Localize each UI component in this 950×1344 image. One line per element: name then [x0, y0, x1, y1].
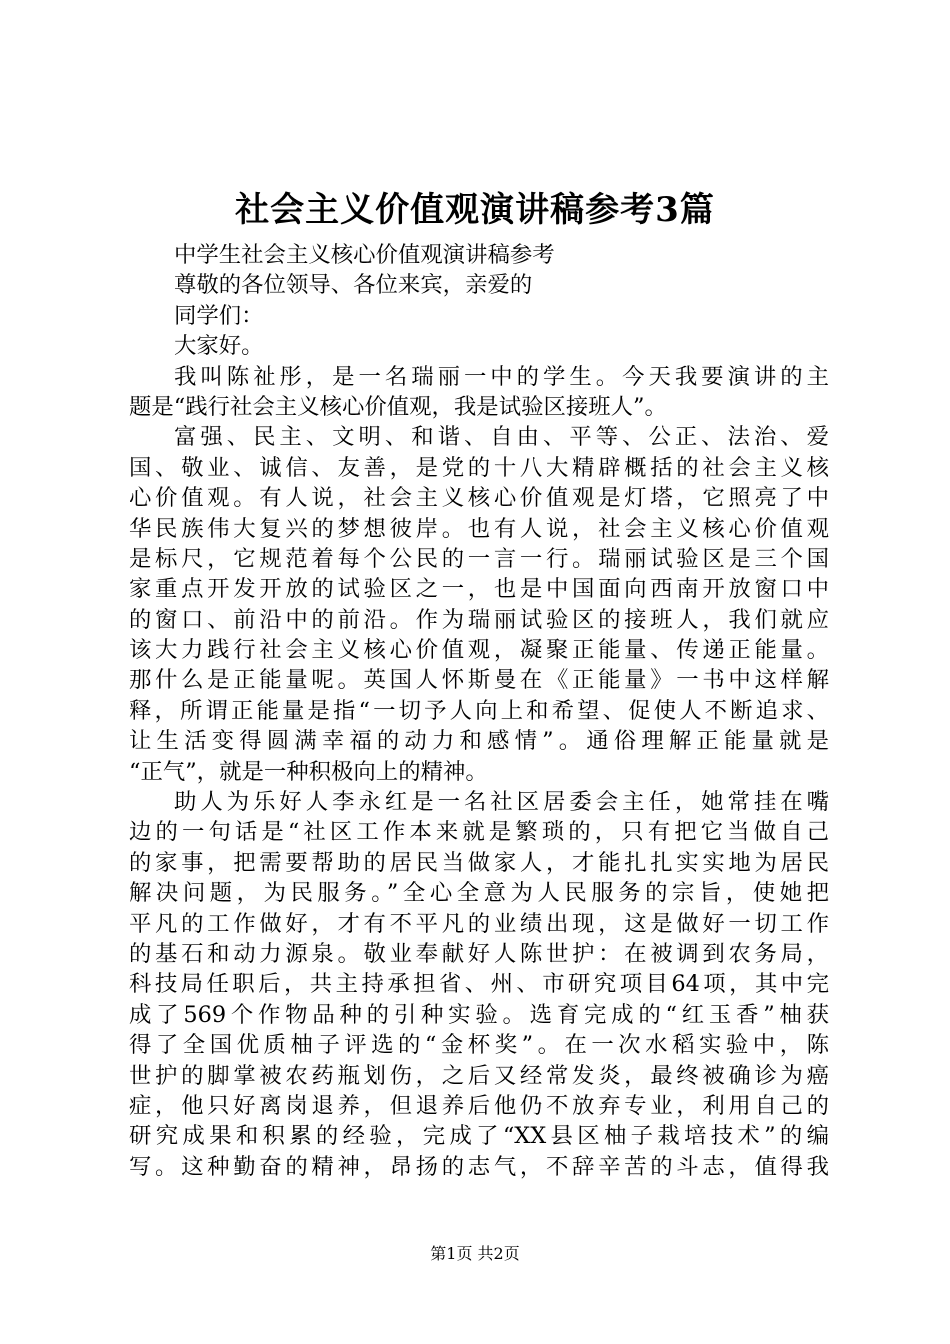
paragraph-line: 科技局任职后，共主持承担省、州、市研究项目64项，其中完	[129, 971, 829, 998]
paragraph-line: 解决问题，为民服务。”全心全意为人民服务的宗旨，使她把	[129, 880, 829, 907]
paragraph-line: 那什么是正能量呢。英国人怀斯曼在《正能量》一书中这样解	[129, 667, 829, 694]
salutation-line: 同学们：	[174, 302, 264, 329]
paragraph-line: “正气”，就是一种积极向上的精神。	[129, 758, 488, 785]
paragraph-line: 让生活变得圆满幸福的动力和感情”。通俗理解正能量就是	[129, 728, 829, 755]
document-title: 社会主义价值观演讲稿参考3篇	[235, 190, 715, 230]
paragraph-line: 的家事，把需要帮助的居民当做家人，才能扎扎实实地为居民	[129, 849, 829, 876]
salutation-line: 尊敬的各位领导、各位来宾，亲爱的	[174, 272, 533, 299]
paragraph-line: 华民族伟大复兴的梦想彼岸。也有人说，社会主义核心价值观	[129, 515, 829, 542]
paragraph-line: 题是“践行社会主义核心价值观，我是试验区接班人”。	[129, 393, 667, 420]
paragraph-line: 得了全国优质柚子评选的“金杯奖”。在一次水稻实验中，陈	[129, 1032, 829, 1059]
paragraph-line: 是标尺，它规范着每个公民的一言一行。瑞丽试验区是三个国	[129, 545, 829, 572]
paragraph-line: 我叫陈祉彤，是一名瑞丽一中的学生。今天我要演讲的主	[174, 363, 829, 390]
paragraph-line: 平凡的工作做好，才有不平凡的业绩出现，这是做好一切工作	[129, 910, 829, 937]
paragraph-line: 的基石和动力源泉。敬业奉献好人陈世护：在被调到农务局，	[129, 940, 829, 967]
greeting-line: 大家好。	[174, 333, 264, 360]
paragraph-line: 释，所谓正能量是指“一切予人向上和希望、促使人不断追求、	[129, 697, 829, 724]
paragraph-line: 研究成果和积累的经验，完成了“XX县区柚子栽培技术”的编	[129, 1123, 829, 1150]
subtitle-line: 中学生社会主义核心价值观演讲稿参考	[174, 242, 555, 268]
paragraph-line: 国、敬业、诚信、友善，是党的十八大精辟概括的社会主义核	[129, 454, 829, 481]
paragraph-line: 写。这种勤奋的精神，昂扬的志气，不辞辛苦的斗志，值得我	[129, 1153, 829, 1180]
paragraph-line: 症，他只好离岗退养，但退养后他仍不放弃专业，利用自己的	[129, 1092, 829, 1119]
paragraph-line: 家重点开发开放的试验区之一，也是中国面向西南开放窗口中	[129, 576, 829, 603]
paragraph-line: 助人为乐好人李永红是一名社区居委会主任，她常挂在嘴	[174, 789, 829, 816]
paragraph-line: 世护的脚掌被农药瓶划伤，之后又经常发炎，最终被确诊为癌	[129, 1062, 829, 1089]
paragraph-line: 该大力践行社会主义核心价值观，凝聚正能量、传递正能量。	[129, 637, 829, 664]
paragraph-line: 的窗口、前沿中的前沿。作为瑞丽试验区的接班人，我们就应	[129, 606, 829, 633]
paragraph-line: 成了569个作物品种的引种实验。选育完成的“红玉香”柚获	[129, 1001, 829, 1028]
paragraph-line: 心价值观。有人说，社会主义核心价值观是灯塔，它照亮了中	[129, 485, 829, 512]
paragraph-line: 富强、民主、文明、和谐、自由、平等、公正、法治、爱	[174, 424, 829, 451]
document-body	[129, 240, 829, 1182]
paragraph-line: 边的一句话是“社区工作本来就是繁琐的，只有把它当做自己	[129, 819, 829, 846]
page-number-footer: 第1页 共2页	[430, 1244, 520, 1263]
